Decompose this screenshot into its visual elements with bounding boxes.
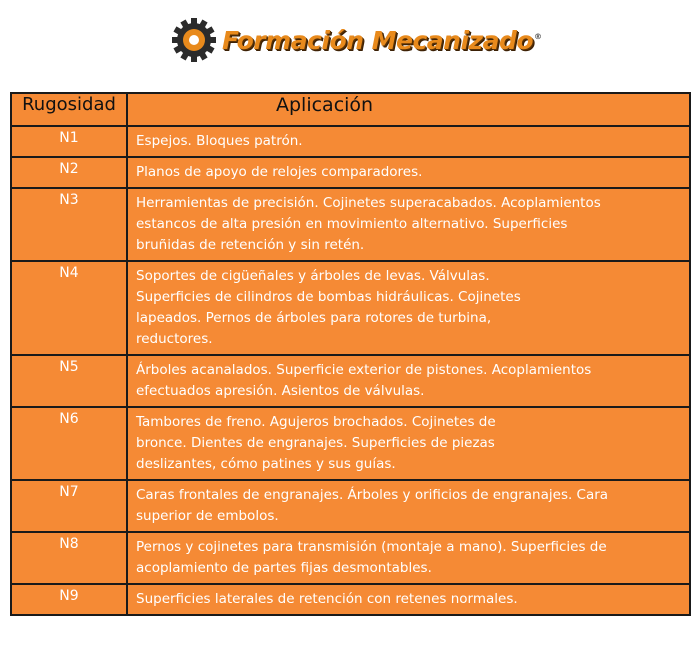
roughness-code: N9 <box>11 584 127 615</box>
table-body <box>11 126 690 615</box>
table-row <box>11 157 690 188</box>
table-row <box>11 407 690 480</box>
roughness-code: N7 <box>11 480 127 532</box>
registered-mark: ® <box>534 32 542 42</box>
table-row <box>11 480 690 532</box>
application-text: Pernos y cojinetes para transmisión (montaje a mano). Superficies de acoplamiento de partes fijas desmontables. <box>127 532 690 584</box>
application-text: Tambores de freno. Agujeros brochados. Cojinetes de bronce. Dientes de engranajes. Superficies de piezas deslizantes, cómo patines y sus guías. <box>127 407 690 480</box>
logo-wordmark <box>222 26 542 55</box>
roughness-code: N8 <box>11 532 127 584</box>
header-aplicacion: Aplicación <box>127 93 690 126</box>
roughness-code: N2 <box>11 157 127 188</box>
table-row <box>11 532 690 584</box>
table-row <box>11 188 690 261</box>
milling-cutter-icon <box>172 18 216 62</box>
roughness-code: N3 <box>11 188 127 261</box>
table-row <box>11 261 690 355</box>
roughness-code: N6 <box>11 407 127 480</box>
application-text: Árboles acanalados. Superficie exterior de pistones. Acoplamientos efectuados apresión. Asientos de válvulas. <box>127 355 690 407</box>
application-text: Caras frontales de engranajes. Árboles y orificios de engranajes. Cara superior de embolos. <box>127 480 690 532</box>
logo <box>172 12 542 68</box>
application-text: Soportes de cigüeñales y árboles de levas. Válvulas. Superficies de cilindros de bombas hidráulicas. Cojinetes lapeados. Pernos de árboles para rotores de turbina, reductores. <box>127 261 690 355</box>
application-text: Herramientas de precisión. Cojinetes superacabados. Acoplamientos estancos de alta presión en movimiento alternativo. Superficies bruñidas de retención y sin retén. <box>127 188 690 261</box>
application-text: Planos de apoyo de relojes comparadores. <box>127 157 690 188</box>
table-row <box>11 126 690 157</box>
logo-text: Formación Mecanizado <box>222 25 534 55</box>
application-text: Superficies laterales de retención con retenes normales. <box>127 584 690 615</box>
table-row <box>11 355 690 407</box>
header-rugosidad: Rugosidad <box>11 93 127 126</box>
roughness-code: N4 <box>11 261 127 355</box>
table-header-row <box>11 93 690 126</box>
table-row <box>11 584 690 615</box>
roughness-table <box>10 92 691 616</box>
roughness-code: N1 <box>11 126 127 157</box>
roughness-code: N5 <box>11 355 127 407</box>
application-text: Espejos. Bloques patrón. <box>127 126 690 157</box>
